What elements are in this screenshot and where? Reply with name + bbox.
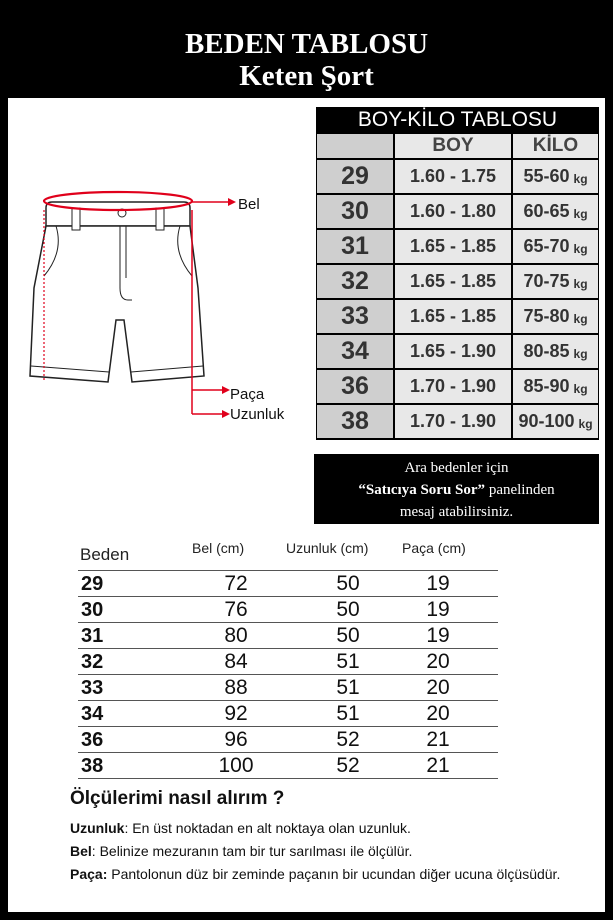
table-row: [78, 570, 498, 596]
boy-kilo-size: 33: [317, 300, 393, 333]
uzunluk-cell: 50: [336, 624, 360, 647]
size-chart-page: [8, 8, 605, 912]
boy-kilo-unit: kg: [573, 346, 588, 361]
boy-kilo-size: 34: [317, 335, 393, 368]
uzunluk-cell: 51: [336, 650, 360, 673]
boy-kilo-unit: kg: [573, 311, 588, 326]
boy-kilo-weight-value: 90-100: [518, 411, 575, 431]
boy-kilo-title: BOY-KİLO TABLOSU: [316, 107, 599, 133]
header-kilo: KİLO: [513, 134, 598, 158]
boy-kilo-height: 1.60 - 1.80: [395, 195, 511, 228]
size-cell: 32: [81, 651, 104, 673]
notice-line-3: mesaj atabilirsiniz.: [399, 504, 514, 520]
how-to-item: [70, 818, 600, 838]
boy-kilo-weight: [513, 300, 598, 333]
boy-kilo-row: [316, 404, 599, 439]
notice-highlight: “Satıcıya Soru Sor”: [358, 482, 486, 498]
bel-cell: 72: [224, 572, 248, 595]
size-cell: 36: [81, 729, 104, 751]
boy-kilo-height: 1.65 - 1.85: [395, 300, 511, 333]
size-cell: 29: [81, 573, 104, 595]
boy-kilo-size: 29: [317, 160, 393, 193]
header-blank-cell: [317, 134, 393, 158]
boy-kilo-row: [316, 229, 599, 264]
table-row: [78, 622, 498, 648]
size-cell: 34: [81, 703, 104, 725]
size-cell: 30: [81, 599, 104, 621]
paca-cell: 19: [426, 572, 450, 595]
boy-kilo-height: 1.70 - 1.90: [395, 405, 511, 438]
boy-kilo-weight: [513, 405, 598, 438]
how-to-term: Paça:: [70, 866, 108, 882]
boy-kilo-height: 1.60 - 1.75: [395, 160, 511, 193]
label-bel: Bel: [238, 196, 260, 213]
boy-kilo-row: [316, 194, 599, 229]
how-to-list: [70, 818, 600, 884]
boy-kilo-size: 36: [317, 370, 393, 403]
paca-cell: 19: [426, 598, 450, 621]
how-to-term: Uzunluk: [70, 820, 125, 836]
paca-cell: 21: [426, 754, 450, 777]
table-row: [78, 648, 498, 674]
how-to-title: Ölçülerimi nasıl alırım ?: [70, 788, 285, 809]
paca-cell: 20: [426, 702, 450, 725]
boy-kilo-unit: kg: [573, 171, 588, 186]
boy-kilo-height: 1.65 - 1.85: [395, 265, 511, 298]
boy-kilo-row: [316, 264, 599, 299]
boy-kilo-weight-value: 65-70: [523, 236, 570, 256]
header-uzunluk: Uzunluk (cm): [286, 540, 369, 556]
table-row: [78, 752, 498, 778]
how-to-item: [70, 841, 600, 861]
uzunluk-cell: 52: [336, 754, 360, 777]
uzunluk-cell: 50: [336, 572, 360, 595]
how-to-text: : En üst noktadan en alt noktaya olan uzunluk.: [124, 820, 411, 836]
label-paca: Paça: [230, 386, 265, 403]
how-to-text: Pantolonun düz bir zeminde paçanın bir ucundan diğer ucuna ölçüsüdür.: [107, 866, 561, 882]
table-bottom-rule: [78, 778, 498, 779]
how-to-item: [70, 864, 600, 884]
header-paca: Paça (cm): [402, 540, 466, 556]
boy-kilo-unit: kg: [573, 381, 588, 396]
how-to-term: Bel: [70, 843, 92, 859]
uzunluk-cell: 52: [336, 728, 360, 751]
boy-kilo-weight: [513, 160, 598, 193]
table-row: [78, 596, 498, 622]
product-name: Keten Şort: [239, 60, 374, 92]
boy-kilo-weight: [513, 265, 598, 298]
paca-cell: 20: [426, 650, 450, 673]
bel-cell: 76: [224, 598, 248, 621]
boy-kilo-weight-value: 75-80: [523, 306, 570, 326]
bel-cell: 80: [224, 624, 248, 647]
uzunluk-cell: 50: [336, 598, 360, 621]
bel-cell: 96: [224, 728, 248, 751]
boy-kilo-row: [316, 159, 599, 194]
boy-kilo-weight: [513, 370, 598, 403]
paca-cell: 21: [426, 728, 450, 751]
uzunluk-cell: 51: [336, 702, 360, 725]
bel-cell: 92: [224, 702, 248, 725]
notice-line-1: Ara bedenler için: [404, 460, 509, 476]
boy-kilo-header-row: [316, 133, 599, 159]
boy-kilo-weight-value: 80-85: [523, 341, 570, 361]
boy-kilo-weight-value: 70-75: [523, 271, 570, 291]
bel-cell: 88: [224, 676, 248, 699]
header-beden: Beden: [80, 545, 130, 564]
paca-cell: 20: [426, 676, 450, 699]
notice-line-2-rest: panelinden: [485, 482, 555, 498]
table-row: [78, 674, 498, 700]
notice-box: [314, 454, 599, 524]
size-cell: 33: [81, 677, 104, 699]
shorts-diagram: [8, 168, 308, 438]
boy-kilo-unit: kg: [578, 416, 593, 431]
boy-kilo-size: 32: [317, 265, 393, 298]
notice-line-2: [314, 479, 599, 501]
boy-kilo-size: 38: [317, 405, 393, 438]
boy-kilo-unit: kg: [573, 241, 588, 256]
boy-kilo-weight: [513, 195, 598, 228]
boy-kilo-height: 1.70 - 1.90: [395, 370, 511, 403]
header-banner: [8, 8, 605, 98]
boy-kilo-row: [316, 334, 599, 369]
boy-kilo-grid: [316, 133, 599, 440]
boy-kilo-unit: kg: [573, 276, 588, 291]
boy-kilo-weight-value: 55-60: [523, 166, 570, 186]
boy-kilo-height: 1.65 - 1.85: [395, 230, 511, 263]
paca-cell: 19: [426, 624, 450, 647]
table-row: [78, 700, 498, 726]
page-title: BEDEN TABLOSU: [184, 28, 429, 60]
size-cell: 31: [81, 625, 104, 647]
header-boy: BOY: [395, 134, 511, 158]
bel-cell: 100: [218, 754, 254, 777]
how-to-measure: [70, 788, 600, 887]
bel-cell: 84: [224, 650, 248, 673]
boy-kilo-size: 30: [317, 195, 393, 228]
boy-kilo-row: [316, 299, 599, 334]
boy-kilo-weight-value: 85-90: [523, 376, 570, 396]
boy-kilo-row: [316, 369, 599, 404]
boy-kilo-size: 31: [317, 230, 393, 263]
header-bel: Bel (cm): [192, 540, 245, 556]
table-row: [78, 726, 498, 752]
boy-kilo-height: 1.65 - 1.90: [395, 335, 511, 368]
boy-kilo-weight: [513, 335, 598, 368]
label-uzunluk: Uzunluk: [230, 406, 285, 423]
boy-kilo-weight: [513, 230, 598, 263]
how-to-text: : Belinize mezuranın tam bir tur sarılması ile ölçülür.: [91, 843, 413, 859]
boy-kilo-weight-value: 60-65: [523, 201, 570, 221]
uzunluk-cell: 51: [336, 676, 360, 699]
boy-kilo-unit: kg: [573, 206, 588, 221]
size-cell: 38: [81, 755, 104, 777]
